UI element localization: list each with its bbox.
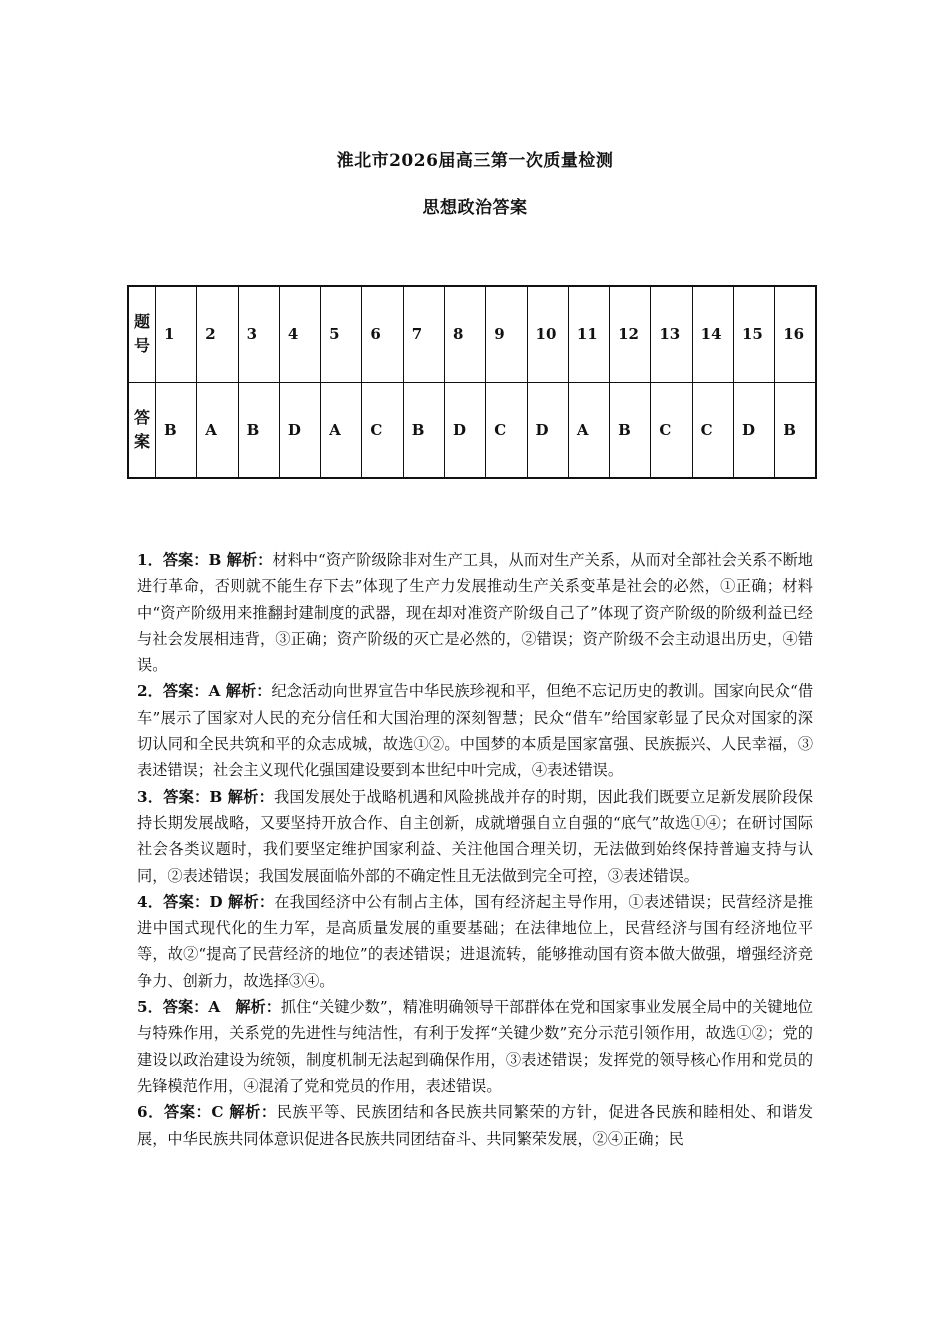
explanation-lead: 4．答案：D 解析： xyxy=(137,892,275,911)
explanation-lead: 6．答案：C 解析： xyxy=(137,1103,277,1122)
answer-cell: B xyxy=(403,382,444,478)
explanation-1 xyxy=(137,547,813,678)
explanation-lead: 5．答案：A 解析： xyxy=(137,998,281,1017)
answer-cell: D xyxy=(279,382,320,478)
explanation-text: 材料中“资产阶级除非对生产工具，从而对生产关系，从而对全部社会关系不断地进行革命，否则就不能生存下去”体现了生产力发展推动生产关系变革是社会的必然，①正确；材料中“资产阶级用来推翻封建制度的武器，现在却对准资产阶级自己了”体现了资产阶级的阶级利益已经与社会发展相违背，③正确；资产阶级的灭亡是必然的，②错误；资产阶级不会主动退出历史，④错误。 xyxy=(137,551,813,675)
answer-cell: C xyxy=(651,382,692,478)
explanation-text: 抓住“关键少数”，精准明确领导干部群体在党和国家事业发展全局中的关键地位与特殊作用，关系党的先进性与纯洁性，有利于发挥“关键少数”充分示范引领作用，故选①②；党的建设以政治建设为统领，制度机制无法起到确保作用，③表述错误；发挥党的领导核心作用和党员的先锋模范作用，④混淆了党和党员的作用，表述错误。 xyxy=(137,998,813,1095)
explanation-lead: 2．答案：A 解析： xyxy=(137,682,272,701)
explanation-3 xyxy=(137,784,813,889)
explanation-text: 在我国经济中公有制占主体，国有经济起主导作用，①表述错误；民营经济是推进中国式现代化的生力军，是高质量发展的重要基础；在法律地位上，民营经济与国有经济地位平等，故②“提高了民营经济的地位”的表述错误；进退流转，能够推动国有资本做大做强，增强经济竞争力、创新力，故选择③④。 xyxy=(137,892,814,990)
explanation-text: 民族平等、民族团结和各民族共同繁荣的方针，促进各民族和睦相处、和谐发展，中华民族共同体意识促进各民族共同团结奋斗、共同繁荣发展，②④正确；民 xyxy=(137,1103,814,1148)
row-label-answer: 答案 xyxy=(128,382,156,478)
question-number: 15 xyxy=(733,286,774,382)
question-number: 3 xyxy=(238,286,279,382)
question-number: 13 xyxy=(651,286,692,382)
explanation-lead: 1．答案：B 解析： xyxy=(137,551,273,569)
question-number: 16 xyxy=(775,286,816,382)
question-number-row xyxy=(128,286,816,382)
answer-cell: B xyxy=(238,382,279,478)
answer-cell: A xyxy=(321,382,362,478)
explanation-lead: 3．答案：B 解析： xyxy=(137,787,274,806)
answer-row xyxy=(128,382,816,478)
answer-cell: A xyxy=(197,382,238,478)
question-number: 1 xyxy=(156,286,197,382)
explanations xyxy=(137,547,813,1152)
question-number: 9 xyxy=(486,286,527,382)
answer-cell: C xyxy=(486,382,527,478)
question-number: 10 xyxy=(527,286,568,382)
answer-cell: B xyxy=(610,382,651,478)
row-label-question: 题号 xyxy=(128,286,156,382)
explanation-text: 我国发展处于战略机遇和风险挑战并存的时期，因此我们既要立足新发展阶段保持长期发展战略，又要坚持开放合作、自主创新，成就增强自立自强的“底气”故选①④；在研讨国际社会各类议题时，我们要坚定维护国家利益、关注他国合理关切，无法做到始终保持普遍支持与认同，②表述错误；我国发展面临外部的不确定性且无法做到完全可控，③表述错误。 xyxy=(137,787,813,885)
answer-cell: B xyxy=(156,382,197,478)
explanation-6 xyxy=(137,1099,813,1152)
question-number: 11 xyxy=(568,286,609,382)
answer-cell: A xyxy=(568,382,609,478)
answer-cell: D xyxy=(444,382,485,478)
explanation-2 xyxy=(137,678,813,783)
explanation-4 xyxy=(137,889,813,994)
question-number: 6 xyxy=(362,286,403,382)
answer-cell: D xyxy=(733,382,774,478)
explanation-text: 纪念活动向世界宣告中华民族珍视和平，但绝不忘记历史的教训。国家向民众“借车”展示了国家对人民的充分信任和大国治理的深刻智慧；民众“借车”给国家彰显了民众对国家的深切认同和全民共筑和平的众志成城，故选①②。中国梦的本质是国家富强、民族振兴、人民幸福，③表述错误；社会主义现代化强国建设要到本世纪中叶完成，④表述错误。 xyxy=(137,682,814,780)
answer-table xyxy=(127,285,817,479)
answer-cell: D xyxy=(527,382,568,478)
page-subtitle: 思想政治答案 xyxy=(422,198,528,218)
page-title: 淮北市2026届高三第一次质量检测 xyxy=(336,151,614,171)
answer-cell: B xyxy=(775,382,816,478)
answer-cell: C xyxy=(692,382,733,478)
question-number: 8 xyxy=(444,286,485,382)
question-number: 4 xyxy=(279,286,320,382)
question-number: 2 xyxy=(197,286,238,382)
question-number: 5 xyxy=(321,286,362,382)
question-number: 7 xyxy=(403,286,444,382)
question-number: 14 xyxy=(692,286,733,382)
explanation-5 xyxy=(137,994,813,1099)
question-number: 12 xyxy=(610,286,651,382)
answer-cell: C xyxy=(362,382,403,478)
